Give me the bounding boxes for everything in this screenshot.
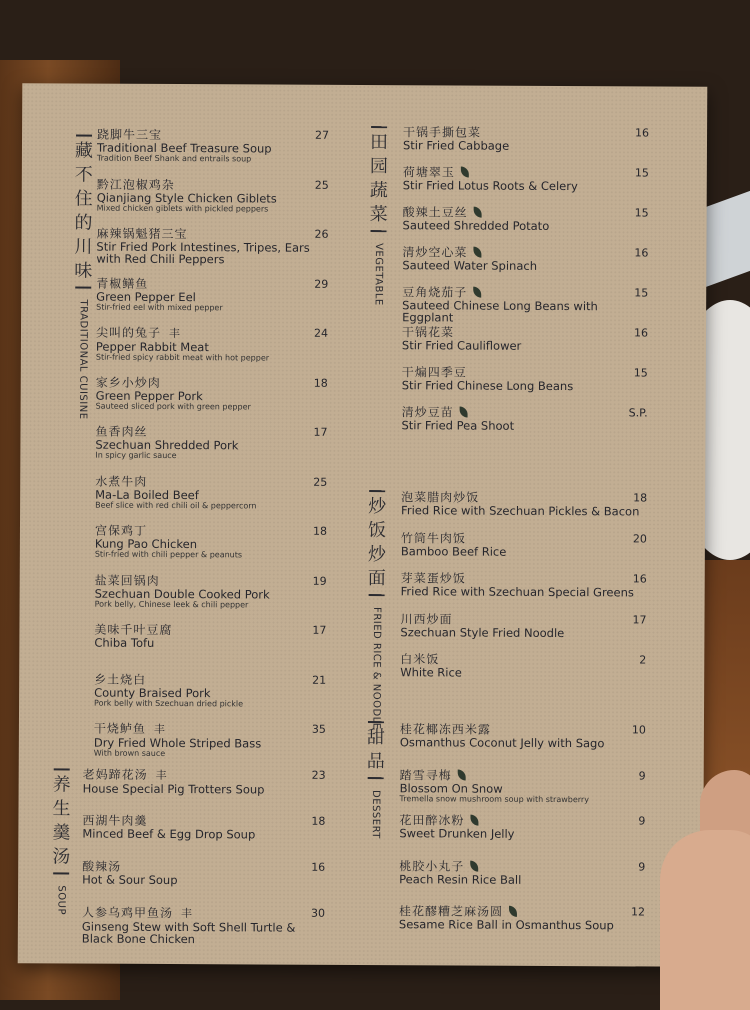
item-name-en: County Braised Pork <box>94 685 211 700</box>
item-name-en: Sauteed Water Spinach <box>402 258 538 273</box>
item-name-zh: 酸辣汤 <box>82 859 122 874</box>
menu-item <box>403 205 649 232</box>
leaf-icon <box>470 860 478 871</box>
menu-item <box>96 375 328 412</box>
item-price: 9 <box>638 859 646 873</box>
item-price: 25 <box>313 475 328 489</box>
section-label-soup <box>49 765 74 915</box>
menu-item <box>97 128 329 165</box>
item-name-en: Osmanthus Coconut Jelly with Sago <box>399 735 605 751</box>
item-price: 16 <box>632 572 647 586</box>
item-name-zh: 西湖牛肉羹 <box>82 813 148 828</box>
menu-item <box>401 405 647 432</box>
item-price: 17 <box>313 425 328 439</box>
menu-item <box>82 814 325 841</box>
item-price: 17 <box>632 612 647 626</box>
menu-item <box>402 245 648 272</box>
item-name-en: Stir Fried Pea Shoot <box>401 418 515 433</box>
section-title-en: DESSERT <box>369 790 382 839</box>
item-price: 18 <box>311 814 326 828</box>
leaf-icon <box>509 906 517 917</box>
menu-item <box>400 722 646 749</box>
item-price: 15 <box>634 166 649 180</box>
item-price: 24 <box>313 326 329 340</box>
item-price: 15 <box>633 366 648 380</box>
item-name-zh: 麻辣锅魁猪三宝 <box>96 226 188 242</box>
menu-item <box>399 904 645 931</box>
section-title-zh: 甜品 <box>366 727 385 773</box>
section-items-soup <box>81 767 326 947</box>
item-price: 19 <box>312 574 327 588</box>
item-name-en: Dry Fried Whole Striped Bass <box>93 735 262 751</box>
menu-item <box>95 524 327 561</box>
item-description: With brown sauce <box>93 748 166 758</box>
item-price: 29 <box>314 277 329 291</box>
menu-item <box>96 227 328 266</box>
item-price: 17 <box>312 623 327 637</box>
item-name-en: Qianjiang Style Chicken Giblets <box>96 190 277 206</box>
item-name-zh: 荷塘翠玉 <box>403 165 649 180</box>
item-name-en: Stir Fried Pork Intestines, Tripes, Ears with Red Chili Peppers <box>96 239 310 267</box>
chili-icon: 丰 <box>168 326 182 341</box>
item-price: 2 <box>639 653 647 667</box>
item-name-zh: 清炒豆苗 <box>402 405 648 420</box>
item-name-en: White Rice <box>400 665 462 680</box>
item-description: Stir-fried spicy rabbit meat with hot pepper <box>95 352 270 363</box>
menu-item <box>94 722 326 760</box>
menu-item <box>402 365 648 392</box>
section-title-zh: 藏不住的川味 <box>74 140 94 282</box>
napkin <box>700 191 750 289</box>
item-price: 18 <box>313 376 328 390</box>
item-name-en: Stir Fried Chinese Long Beans <box>401 378 574 394</box>
item-name-en: Green Pepper Eel <box>96 289 196 304</box>
item-name-zh: 乡土烧白 <box>94 672 147 687</box>
menu-item <box>82 860 325 887</box>
item-name-en: Green Pepper Pork <box>95 388 203 403</box>
item-name-zh: 水煮牛肉 <box>95 474 148 489</box>
menu-item <box>402 325 648 352</box>
section-title-zh: 田园蔬菜 <box>369 132 389 226</box>
item-name-zh: 豆角烧茄子 <box>402 285 648 300</box>
item-price: 9 <box>638 814 646 828</box>
item-description: Pork belly, Chinese leek & chili pepper <box>94 599 249 609</box>
item-name-en: Bamboo Beef Rice <box>400 543 507 559</box>
item-name-zh: 桂花醪糟芝麻汤圆 <box>399 904 645 919</box>
item-price: 16 <box>311 860 326 874</box>
item-name-zh: 桃胶小丸子 <box>399 859 645 874</box>
menu-item <box>96 326 328 364</box>
item-name-en: Sauteed Chinese Long Beans with Eggplant <box>402 298 598 325</box>
leaf-icon <box>461 167 469 178</box>
item-name-zh: 尖叫的兔子 丰 <box>95 325 182 341</box>
item-name-en: Hot & Sour Soup <box>82 872 178 888</box>
item-price: S.P. <box>628 406 648 420</box>
menu-card <box>18 83 708 967</box>
item-name-en: Peach Resin Rice Ball <box>399 871 522 887</box>
item-description: In spicy garlic sauce <box>95 450 177 461</box>
menu-item <box>82 906 325 946</box>
chili-icon: 丰 <box>180 907 194 921</box>
item-name-en: Ginseng Stew with Soft Shell Turtle & Black Bone Chicken <box>81 919 296 947</box>
item-description: Tradition Beef Shank and entrails soup <box>96 153 252 164</box>
menu-item <box>403 165 649 192</box>
item-name-zh: 家乡小炒肉 <box>95 375 161 390</box>
item-price: 23 <box>311 768 326 782</box>
menu-item <box>401 531 647 558</box>
item-name-en: Ma-La Boiled Beef <box>95 487 199 502</box>
item-description: Stir-fried eel with mixed pepper <box>96 302 223 312</box>
item-price: 16 <box>635 126 650 140</box>
leaf-icon <box>470 815 478 826</box>
item-name-zh: 清炒空心菜 <box>402 245 648 260</box>
item-name-zh: 鱼香肉丝 <box>95 424 148 439</box>
menu-item <box>400 768 646 805</box>
leaf-icon <box>473 247 481 258</box>
item-name-zh: 花田醉冰粉 <box>399 813 645 828</box>
menu-item <box>403 125 649 152</box>
leaf-icon <box>460 407 468 418</box>
section-title-en: TRADITIONAL CUISINE <box>77 299 89 420</box>
item-name-en: Stir Fried Cabbage <box>402 138 510 153</box>
item-name-zh: 宫保鸡丁 <box>94 523 148 538</box>
menu-item <box>402 285 648 324</box>
menu-item <box>96 276 328 313</box>
item-name-en: Sauteed Shredded Potato <box>402 218 550 233</box>
item-name-zh: 酸辣土豆丝 <box>403 205 649 220</box>
leaf-icon <box>473 287 481 298</box>
section-items-vegetable <box>401 125 650 433</box>
leaf-icon <box>474 207 482 218</box>
section-items-traditional <box>93 127 330 758</box>
item-name-zh: 盐菜回锅肉 <box>94 573 160 588</box>
item-name-en: Sesame Rice Ball in Osmanthus Soup <box>398 917 614 933</box>
menu-item <box>97 177 329 214</box>
item-name-zh: 老妈蹄花汤 丰 <box>82 767 168 782</box>
section-title-en: SOUP <box>55 885 67 916</box>
menu-item <box>401 490 647 517</box>
menu-item <box>95 573 327 610</box>
item-price: 26 <box>314 227 329 241</box>
item-name-zh: 干锅手撕包菜 <box>403 125 482 140</box>
item-name-zh: 竹筒牛肉饭 <box>400 530 466 546</box>
item-price: 12 <box>630 905 646 919</box>
item-name-zh: 川西炒面 <box>400 611 453 626</box>
menu-item <box>94 672 326 709</box>
section-label-rice <box>364 487 389 730</box>
item-price: 15 <box>634 206 649 220</box>
section-label-traditional <box>71 131 97 419</box>
item-name-en: Pepper Rabbit Meat <box>95 339 209 355</box>
item-price: 35 <box>311 722 326 736</box>
item-price: 15 <box>634 286 649 300</box>
item-description: Pork belly with Szechuan dried pickle <box>94 698 244 708</box>
menu-item <box>399 813 645 840</box>
item-description: Beef slice with red chili oil & peppercorn <box>95 500 257 510</box>
item-name-zh: 干煸四季豆 <box>401 365 467 380</box>
section-title-en: VEGETABLE <box>372 243 384 306</box>
item-name-zh: 芽菜蛋炒饭 <box>400 571 466 586</box>
item-price: 9 <box>638 768 646 782</box>
section-label-vegetable <box>366 123 391 306</box>
item-price: 18 <box>633 491 648 505</box>
menu-item <box>400 612 646 639</box>
item-name-en: Stir Fried Lotus Roots & Celery <box>402 178 578 194</box>
item-name-en: Chiba Tofu <box>94 635 155 650</box>
menu-item <box>399 859 645 886</box>
item-name-en: Szechuan Double Cooked Pork <box>94 586 270 602</box>
leaf-icon <box>458 769 466 780</box>
section-items-dessert <box>398 722 646 933</box>
menu-item <box>95 474 327 511</box>
item-name-zh: 桂花椰冻西米露 <box>399 722 491 737</box>
item-price: 20 <box>632 531 647 545</box>
section-title-en: FRIED RICE & NOODLE <box>370 607 383 730</box>
section-label-dessert <box>363 718 388 839</box>
item-description: Sauteed sliced pork with green pepper <box>95 401 251 411</box>
item-name-en: Stir Fried Cauliflower <box>401 338 522 353</box>
item-price: 27 <box>315 128 330 142</box>
menu-item <box>400 652 646 679</box>
item-name-en: Szechuan Shredded Pork <box>95 437 239 453</box>
item-name-en: Sweet Drunken Jelly <box>399 826 515 841</box>
item-price: 21 <box>312 673 327 687</box>
item-name-zh: 黔江泡椒鸡杂 <box>96 177 175 192</box>
item-name-zh: 白米饭 <box>400 652 440 667</box>
item-name-en: Minced Beef & Egg Drop Soup <box>82 826 256 842</box>
item-name-zh: 青椒鳝鱼 <box>96 276 149 291</box>
item-price: 18 <box>312 524 328 538</box>
chili-icon: 丰 <box>155 768 168 782</box>
item-description: Stir-fried with chili pepper & peanuts <box>94 549 243 560</box>
item-name-zh: 美味千叶豆腐 <box>94 622 173 638</box>
item-name-zh: 干锅花菜 <box>401 325 455 340</box>
menu-item <box>95 425 327 462</box>
item-name-zh: 跷脚牛三宝 <box>97 127 163 142</box>
item-name-en: Kung Pao Chicken <box>94 536 198 552</box>
item-name-zh: 踏雪寻梅 <box>400 768 646 783</box>
menu-item <box>401 571 647 598</box>
item-name-en: Traditional Beef Treasure Soup <box>96 140 272 156</box>
section-title-zh: 炒饭炒面 <box>367 496 387 590</box>
item-description: Tremella snow mushroom soup with strawberry <box>399 793 589 804</box>
item-name-en: Fried Rice with Szechuan Pickles & Bacon <box>401 503 640 519</box>
item-name-en: Blossom On Snow <box>399 780 503 796</box>
item-price: 30 <box>310 906 326 920</box>
item-name-en: Szechuan Style Fried Noodle <box>400 624 565 640</box>
item-price: 16 <box>633 326 649 340</box>
item-description: Mixed chicken giblets with pickled peppers <box>96 203 269 214</box>
item-price: 16 <box>634 246 649 260</box>
item-price: 25 <box>314 178 329 192</box>
item-name-zh: 泡菜腊肉炒饭 <box>401 490 480 505</box>
chili-icon: 丰 <box>153 722 166 736</box>
section-title-zh: 养生羹汤 <box>52 774 71 868</box>
thumb <box>660 830 750 1010</box>
item-price: 10 <box>631 723 646 737</box>
menu-item <box>94 623 326 650</box>
item-name-zh: 人参乌鸡甲鱼汤 丰 <box>81 905 194 921</box>
section-items-rice <box>400 490 648 680</box>
item-name-en: House Special Pig Trotters Soup <box>82 781 265 797</box>
item-name-en: Fried Rice with Szechuan Special Greens <box>400 584 634 600</box>
item-name-zh: 干烧鲈鱼 丰 <box>93 721 166 736</box>
menu-item <box>83 768 326 796</box>
